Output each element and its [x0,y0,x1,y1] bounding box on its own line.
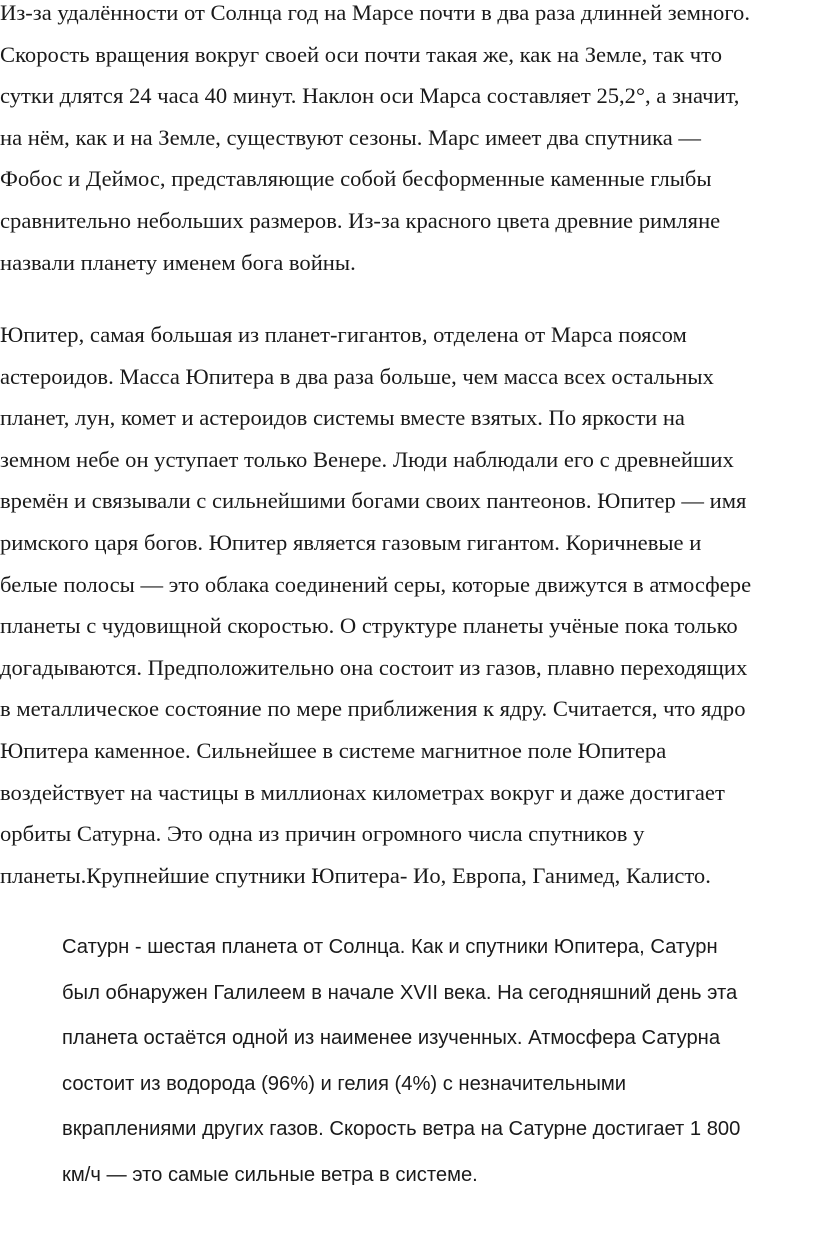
paragraph-mars: Из-за удалённости от Солнца год на Марсе почти в два раза длинней земного. Скорость вращения вокруг своей оси почти такая же, как на Земле, так что сутки длятся 24 часа 40 минут. Наклон оси Марса составляет 25,2°, а значит, на нём, как и на Земле, существуют сезоны. Марс имеет два спутника — Фобос и Деймос, представляющие собой бесформенные каменные глыбы сравнительно небольших размеров. Из-за красного цвета древние римляне назвали планету именем бога войны. [0,0,750,275]
paragraph-jupiter: Юпитер, самая большая из планет-гигантов, отделена от Марса поясом астероидов. Масса Юпитера в два раза больше, чем масса всех остальных планет, лун, комет и астероидов системы вместе взятых. По яркости на земном небе он уступает только Венере. Люди наблюдали его с древнейших времён и связывали с сильнейшими богами своих пантеонов. Юпитер — имя римского царя богов. Юпитер является газовым гигантом. Коричневые и белые полосы — это облака соединений серы, которые движутся в атмосфере планеты с чудовищной скоростью. О структуре планеты учёные пока только догадываются. Предположительно она состоит из газов, плавно переходящих в металлическое состояние по мере приближения к ядру. Считается, что ядро Юпитера каменное. Сильнейшее в системе магнитное поле Юпитера воздействует на частицы в миллионах километрах вокруг и даже достигает орбиты Сатурна. Это одна из причин огромного числа спутников у планеты.Крупнейшие спутники Юпитера- Ио, Европа, Ганимед, Калисто. [0,322,752,888]
paragraph-saturn: Сатурн - шестая планета от Солнца. Как и спутники Юпитера, Сатурн был обнаружен Галилеем в начале XVII века. На сегодняшний день эта планета остаётся одной из наименее изученных. Атмосфера Сатурна состоит из водорода (96%) и гелия (4%) с незначительными вкраплениями других газов. Скорость ветра на Сатурне достигает 1 800 км/ч — это самые сильные ветра в системе. [62,936,741,1186]
